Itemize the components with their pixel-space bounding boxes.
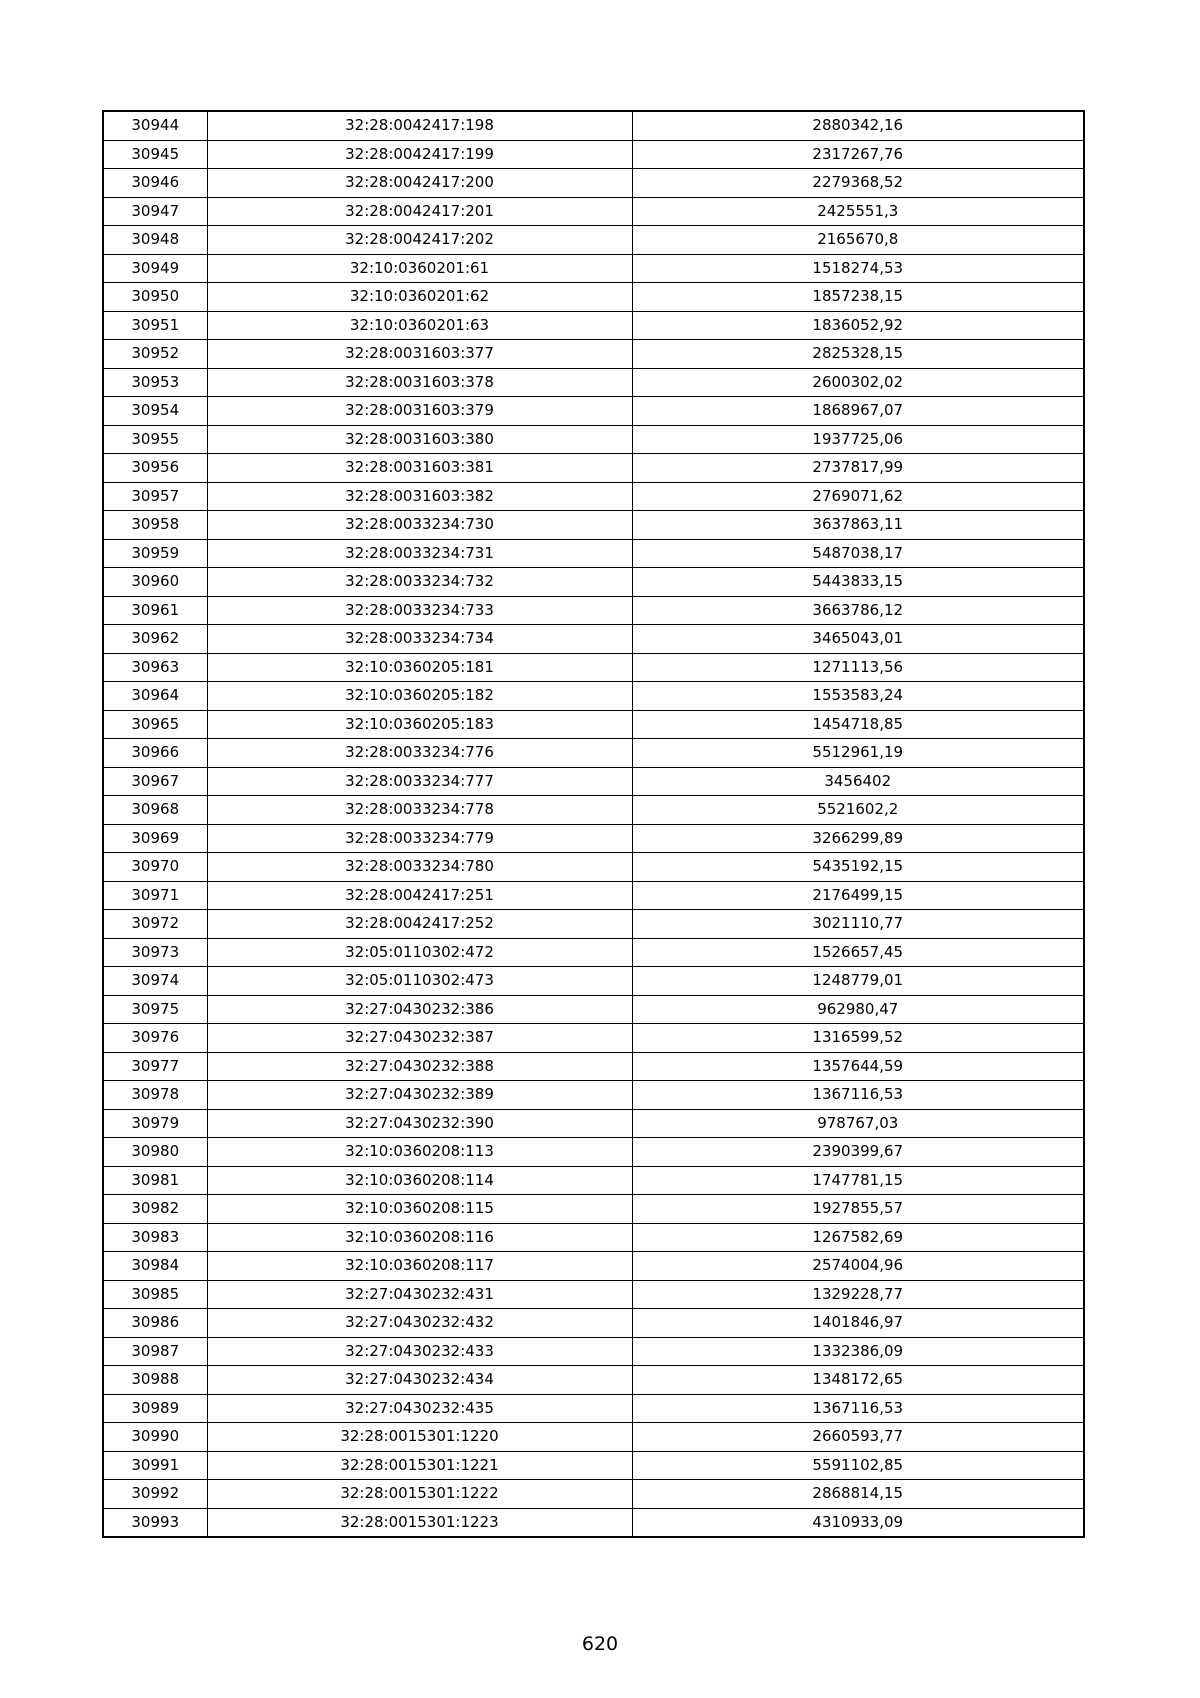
cadastral-number-cell: 32:28:0033234:731 [207,539,632,568]
row-number-cell: 30972 [103,910,207,939]
cadastral-number-cell: 32:10:0360205:183 [207,710,632,739]
row-number-cell: 30967 [103,767,207,796]
value-cell: 5443833,15 [632,568,1084,597]
row-number-cell: 30987 [103,1337,207,1366]
value-cell: 5591102,85 [632,1451,1084,1480]
table-row [103,1337,1084,1366]
table-row [103,967,1084,996]
cadastral-number-cell: 32:28:0042417:200 [207,169,632,198]
cadastral-number-cell: 32:10:0360208:117 [207,1252,632,1281]
cadastral-number-cell: 32:10:0360201:63 [207,311,632,340]
value-cell: 2737817,99 [632,454,1084,483]
table-row [103,1109,1084,1138]
cadastral-number-cell: 32:28:0031603:382 [207,482,632,511]
value-cell: 2279368,52 [632,169,1084,198]
row-number-cell: 30966 [103,739,207,768]
row-number-cell: 30969 [103,824,207,853]
row-number-cell: 30981 [103,1166,207,1195]
value-cell: 3637863,11 [632,511,1084,540]
row-number-cell: 30991 [103,1451,207,1480]
row-number-cell: 30965 [103,710,207,739]
cadastral-number-cell: 32:28:0031603:378 [207,368,632,397]
cadastral-number-cell: 32:27:0430232:433 [207,1337,632,1366]
row-number-cell: 30984 [103,1252,207,1281]
cadastral-number-cell: 32:28:0033234:733 [207,596,632,625]
value-cell: 1454718,85 [632,710,1084,739]
value-cell: 5512961,19 [632,739,1084,768]
row-number-cell: 30962 [103,625,207,654]
cadastral-number-cell: 32:28:0033234:778 [207,796,632,825]
table-row [103,511,1084,540]
value-cell: 3456402 [632,767,1084,796]
value-cell: 3266299,89 [632,824,1084,853]
value-cell: 2425551,3 [632,197,1084,226]
row-number-cell: 30957 [103,482,207,511]
table-row [103,454,1084,483]
cadastral-number-cell: 32:28:0033234:777 [207,767,632,796]
table-row [103,1024,1084,1053]
row-number-cell: 30985 [103,1280,207,1309]
row-number-cell: 30959 [103,539,207,568]
value-cell: 1836052,92 [632,311,1084,340]
cadastral-number-cell: 32:28:0033234:776 [207,739,632,768]
table-row [103,397,1084,426]
cadastral-number-cell: 32:28:0042417:202 [207,226,632,255]
value-cell: 5435192,15 [632,853,1084,882]
cadastral-number-cell: 32:10:0360208:116 [207,1223,632,1252]
row-number-cell: 30944 [103,111,207,140]
row-number-cell: 30982 [103,1195,207,1224]
data-table [102,110,1085,1538]
cadastral-number-cell: 32:28:0042417:252 [207,910,632,939]
row-number-cell: 30986 [103,1309,207,1338]
value-cell: 1937725,06 [632,425,1084,454]
cadastral-number-cell: 32:05:0110302:472 [207,938,632,967]
value-cell: 1927855,57 [632,1195,1084,1224]
table-row [103,1223,1084,1252]
cadastral-number-cell: 32:28:0031603:381 [207,454,632,483]
cadastral-number-cell: 32:28:0033234:734 [207,625,632,654]
value-cell: 1271113,56 [632,653,1084,682]
value-cell: 1526657,45 [632,938,1084,967]
cadastral-number-cell: 32:28:0031603:379 [207,397,632,426]
cadastral-number-cell: 32:28:0031603:377 [207,340,632,369]
cadastral-number-cell: 32:27:0430232:388 [207,1052,632,1081]
row-number-cell: 30993 [103,1508,207,1537]
row-number-cell: 30990 [103,1423,207,1452]
value-cell: 1868967,07 [632,397,1084,426]
table-row [103,1081,1084,1110]
row-number-cell: 30964 [103,682,207,711]
value-cell: 3021110,77 [632,910,1084,939]
cadastral-number-cell: 32:28:0042417:199 [207,140,632,169]
value-cell: 3663786,12 [632,596,1084,625]
value-cell: 4310933,09 [632,1508,1084,1537]
row-number-cell: 30980 [103,1138,207,1167]
row-number-cell: 30961 [103,596,207,625]
value-cell: 2176499,15 [632,881,1084,910]
value-cell: 5521602,2 [632,796,1084,825]
table-row [103,1366,1084,1395]
table-row [103,1195,1084,1224]
cadastral-number-cell: 32:28:0033234:779 [207,824,632,853]
cadastral-number-cell: 32:28:0033234:732 [207,568,632,597]
value-cell: 962980,47 [632,995,1084,1024]
table-row [103,1138,1084,1167]
table-row [103,596,1084,625]
value-cell: 1747781,15 [632,1166,1084,1195]
table-row [103,938,1084,967]
table-row [103,881,1084,910]
value-cell: 1329228,77 [632,1280,1084,1309]
table-row [103,1280,1084,1309]
value-cell: 2317267,76 [632,140,1084,169]
cadastral-number-cell: 32:27:0430232:390 [207,1109,632,1138]
row-number-cell: 30949 [103,254,207,283]
value-cell: 2868814,15 [632,1480,1084,1509]
table-row [103,226,1084,255]
value-cell: 2769071,62 [632,482,1084,511]
table-row [103,169,1084,198]
value-cell: 1267582,69 [632,1223,1084,1252]
value-cell: 1518274,53 [632,254,1084,283]
value-cell: 3465043,01 [632,625,1084,654]
value-cell: 2574004,96 [632,1252,1084,1281]
value-cell: 1357644,59 [632,1052,1084,1081]
table-row [103,140,1084,169]
cadastral-number-cell: 32:05:0110302:473 [207,967,632,996]
table-row [103,1423,1084,1452]
cadastral-number-cell: 32:28:0042417:198 [207,111,632,140]
cadastral-number-cell: 32:10:0360208:113 [207,1138,632,1167]
table-row [103,368,1084,397]
row-number-cell: 30975 [103,995,207,1024]
row-number-cell: 30974 [103,967,207,996]
page-number: 620 [581,1633,619,1655]
cadastral-number-cell: 32:10:0360205:182 [207,682,632,711]
table-row [103,1480,1084,1509]
row-number-cell: 30956 [103,454,207,483]
value-cell: 1857238,15 [632,283,1084,312]
table-row [103,796,1084,825]
value-cell: 5487038,17 [632,539,1084,568]
value-cell: 1332386,09 [632,1337,1084,1366]
cadastral-number-cell: 32:28:0033234:780 [207,853,632,882]
table-row [103,682,1084,711]
row-number-cell: 30963 [103,653,207,682]
cadastral-number-cell: 32:28:0042417:201 [207,197,632,226]
data-table-container [102,110,1083,1538]
cadastral-number-cell: 32:28:0031603:380 [207,425,632,454]
table-row [103,1252,1084,1281]
cadastral-number-cell: 32:27:0430232:432 [207,1309,632,1338]
cadastral-number-cell: 32:10:0360205:181 [207,653,632,682]
cadastral-number-cell: 32:27:0430232:387 [207,1024,632,1053]
table-row [103,1508,1084,1537]
table-row [103,1394,1084,1423]
cadastral-number-cell: 32:10:0360201:62 [207,283,632,312]
row-number-cell: 30968 [103,796,207,825]
table-row [103,710,1084,739]
row-number-cell: 30989 [103,1394,207,1423]
row-number-cell: 30953 [103,368,207,397]
table-row [103,767,1084,796]
value-cell: 978767,03 [632,1109,1084,1138]
table-row [103,482,1084,511]
row-number-cell: 30992 [103,1480,207,1509]
row-number-cell: 30960 [103,568,207,597]
table-row [103,853,1084,882]
row-number-cell: 30971 [103,881,207,910]
value-cell: 2880342,16 [632,111,1084,140]
table-row [103,425,1084,454]
cadastral-number-cell: 32:28:0015301:1221 [207,1451,632,1480]
row-number-cell: 30976 [103,1024,207,1053]
cadastral-number-cell: 32:28:0015301:1222 [207,1480,632,1509]
table-row [103,283,1084,312]
value-cell: 2660593,77 [632,1423,1084,1452]
table-row [103,910,1084,939]
row-number-cell: 30978 [103,1081,207,1110]
value-cell: 1316599,52 [632,1024,1084,1053]
table-row [103,311,1084,340]
table-row [103,1309,1084,1338]
row-number-cell: 30955 [103,425,207,454]
value-cell: 1401846,97 [632,1309,1084,1338]
cadastral-number-cell: 32:28:0033234:730 [207,511,632,540]
table-row [103,824,1084,853]
value-cell: 1348172,65 [632,1366,1084,1395]
row-number-cell: 30958 [103,511,207,540]
value-cell: 1367116,53 [632,1081,1084,1110]
table-row [103,568,1084,597]
cadastral-number-cell: 32:10:0360201:61 [207,254,632,283]
cadastral-number-cell: 32:27:0430232:431 [207,1280,632,1309]
table-row [103,1166,1084,1195]
row-number-cell: 30988 [103,1366,207,1395]
row-number-cell: 30946 [103,169,207,198]
row-number-cell: 30951 [103,311,207,340]
cadastral-number-cell: 32:10:0360208:115 [207,1195,632,1224]
table-row [103,539,1084,568]
value-cell: 2390399,67 [632,1138,1084,1167]
row-number-cell: 30947 [103,197,207,226]
table-row [103,197,1084,226]
value-cell: 1553583,24 [632,682,1084,711]
table-row [103,739,1084,768]
value-cell: 2165670,8 [632,226,1084,255]
row-number-cell: 30977 [103,1052,207,1081]
table-row [103,111,1084,140]
row-number-cell: 30954 [103,397,207,426]
table-row [103,254,1084,283]
row-number-cell: 30950 [103,283,207,312]
table-row [103,1451,1084,1480]
table-row [103,340,1084,369]
row-number-cell: 30952 [103,340,207,369]
value-cell: 1367116,53 [632,1394,1084,1423]
table-row [103,1052,1084,1081]
cadastral-number-cell: 32:28:0015301:1223 [207,1508,632,1537]
cadastral-number-cell: 32:10:0360208:114 [207,1166,632,1195]
table-row [103,653,1084,682]
value-cell: 2825328,15 [632,340,1084,369]
cadastral-number-cell: 32:28:0015301:1220 [207,1423,632,1452]
row-number-cell: 30948 [103,226,207,255]
row-number-cell: 30979 [103,1109,207,1138]
table-body [103,111,1084,1537]
cadastral-number-cell: 32:28:0042417:251 [207,881,632,910]
table-row [103,995,1084,1024]
row-number-cell: 30970 [103,853,207,882]
table-row [103,625,1084,654]
cadastral-number-cell: 32:27:0430232:386 [207,995,632,1024]
value-cell: 1248779,01 [632,967,1084,996]
cadastral-number-cell: 32:27:0430232:434 [207,1366,632,1395]
row-number-cell: 30983 [103,1223,207,1252]
cadastral-number-cell: 32:27:0430232:389 [207,1081,632,1110]
row-number-cell: 30973 [103,938,207,967]
value-cell: 2600302,02 [632,368,1084,397]
row-number-cell: 30945 [103,140,207,169]
cadastral-number-cell: 32:27:0430232:435 [207,1394,632,1423]
